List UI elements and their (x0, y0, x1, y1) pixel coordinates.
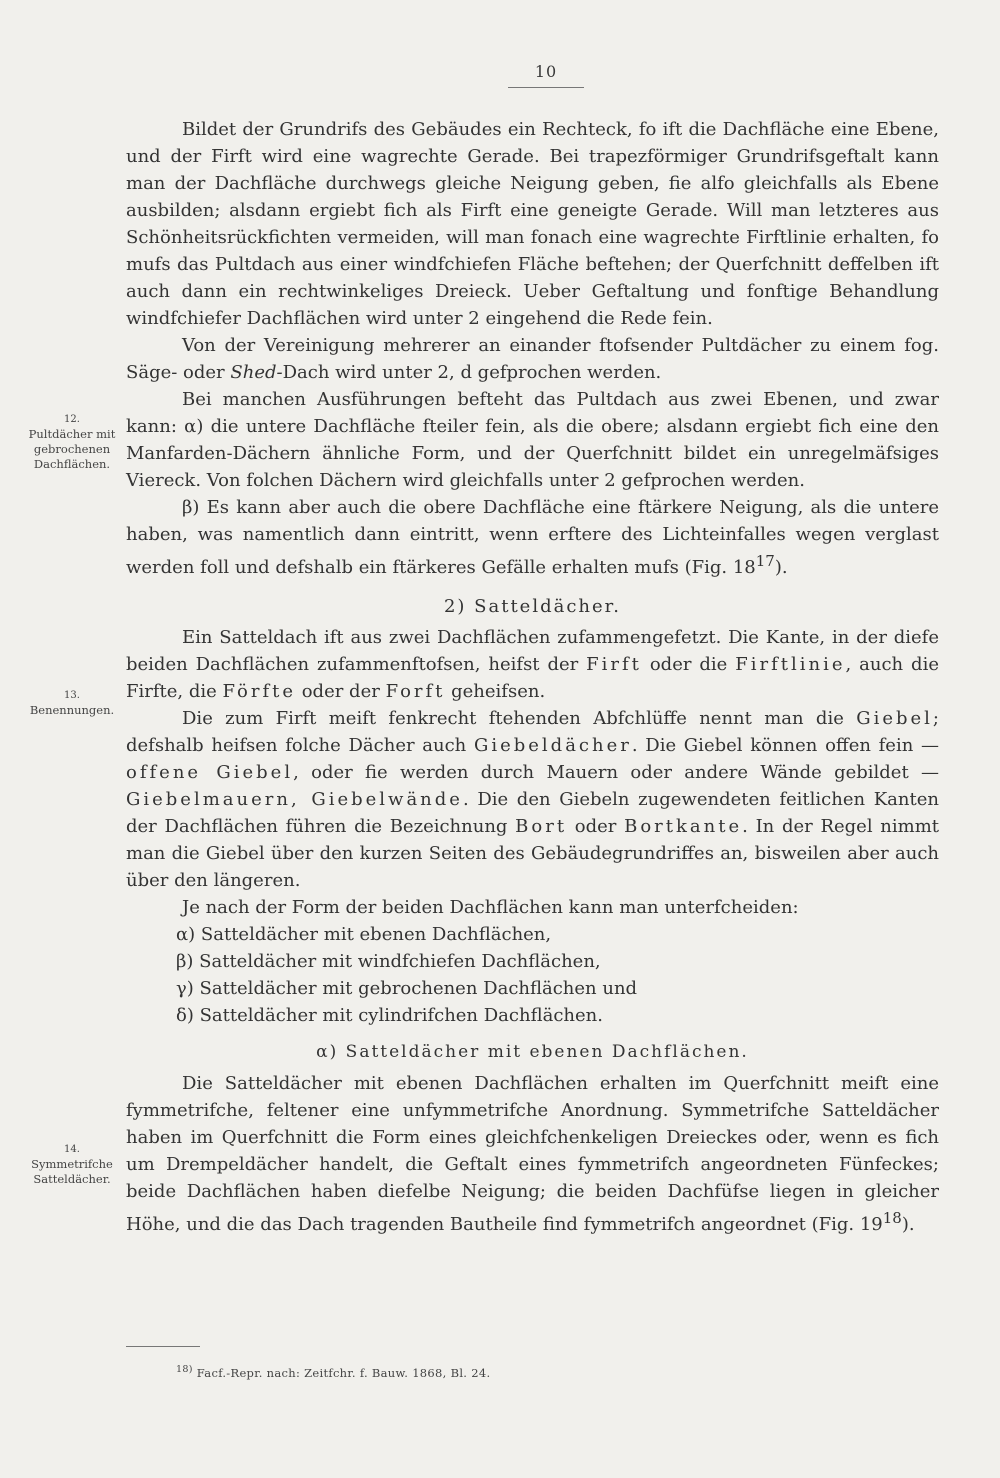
margin-note-14 (18, 1142, 126, 1187)
list-item: γ) Satteldächer mit gebrochenen Dachflächen und (176, 978, 638, 999)
list-item: β) Satteldächer mit windfchiefen Dachflächen, (176, 951, 601, 972)
margin-note-text: Benennungen. (29, 703, 115, 717)
text-run: , auch die Firfte, die (126, 654, 939, 702)
paragraph (126, 332, 939, 386)
spaced-term: Bortkante (624, 816, 743, 837)
page-number: 10 (508, 62, 584, 88)
text-run: ). (901, 1214, 915, 1235)
text-run: Von der Vereinigung mehrerer an einander ftofsender Pultdächer zu einem fog. Säge- oder (126, 335, 939, 383)
paragraph: Je nach der Form der beiden Dachflächen kann man unterfcheiden: (182, 897, 799, 918)
list-item: α) Satteldächer mit ebenen Dachflächen, (176, 924, 552, 945)
spaced-term: Firftlinie (735, 654, 846, 675)
text-run: β) Es kann aber auch die obere Dachfläche eine ftärkere Neigung, als die untere haben, was namentlich dann eintritt, wenn erftere des Lichteinfalles wegen verglast werden foll und defshalb ein ftärkeres Gefälle erhalten mufs (Fig. 18 (126, 497, 939, 578)
spaced-term: offene Giebel (126, 762, 294, 783)
spaced-term: Giebel (856, 708, 933, 729)
paragraph (126, 705, 939, 894)
body-text (126, 116, 939, 1238)
margin-note-12 (18, 412, 126, 472)
spaced-term: Forft (385, 681, 446, 702)
text-run: . Die Giebel können offen fein — (631, 735, 939, 756)
text-run: oder die (641, 654, 736, 675)
text-run: . In der Regel nimmt man die Giebel über den kurzen Seiten des Gebäudegrundriffes an, bisweilen aber auch über den längeren. (126, 816, 940, 891)
text-run: Ein Satteldach ift aus zwei Dachflächen zufammengefetzt. Die Kante, in der diefe beiden Dachflächen zufammenftofsen, heifst der (126, 627, 939, 675)
text-run: Die Satteldächer mit ebenen Dachflächen erhalten im Querfchnitt meift eine fymmetrifche, feltener eine unfymmetrifche Anordnung. Symmetrifche Satteldächer haben im Querfchnitt die Form eines gleichfchenkeligen Dreieckes oder, wenn es fich um Drempeldächer handelt, die Geftalt eines fymmetrifch angeordneten Fünfeckes; beide Dachflächen haben diefelbe Neigung; die beiden Dachfüfse liegen in gleicher Höhe, und die das Dach tragenden Bautheile find fymmetrifch angeordnet (Fig. 19 (126, 1073, 939, 1235)
paragraph (126, 624, 939, 705)
spaced-term: Firft (586, 654, 642, 675)
spaced-term: Giebeldächer (473, 735, 632, 756)
margin-note-text: Symmetrifche Satteldächer. (31, 1157, 113, 1186)
text-run: Die zum Firft meift fenkrecht ftehenden Abfchlüffe nennt man die (182, 708, 857, 729)
margin-note-number: 12. (64, 414, 80, 425)
footnote-marker: 18) (176, 1364, 193, 1375)
margin-note-13 (18, 688, 126, 718)
footnote-ref: 18 (882, 1209, 902, 1227)
text-run: . Die den Giebeln zugewendeten feitlichen Kanten der Dachflächen führen die Bezeichnung (126, 789, 939, 837)
spaced-term: Förfte (222, 681, 296, 702)
text-run: ). (774, 557, 788, 578)
footnote (176, 1364, 490, 1380)
text-run: Dach wird unter 2, d gefprochen werden. (282, 362, 662, 383)
spaced-term: Giebelmauern, Giebelwände (126, 789, 463, 810)
italic-term: Shed- (230, 362, 283, 383)
subsection-heading: α) Satteldächer mit ebenen Dachflächen. (316, 1042, 749, 1062)
footnote-ref: 17 (755, 552, 775, 570)
list-item: δ) Satteldächer mit cylindrifchen Dachflächen. (176, 1005, 603, 1026)
paragraph: Bildet der Grundrifs des Gebäudes ein Rechteck, fo ift die Dachfläche eine Ebene, und der Firft wird eine wagrechte Gerade. Bei trapezförmiger Grundrifsgeftalt kann man der Dachfläche durchwegs gleiche Neigung geben, fie alfo gleichfalls als Ebene ausbilden; alsdann ergiebt fich als Firft eine geneigte Gerade. Will man letzteres aus Schönheitsrückfichten vermeiden, will man fonach eine wagrechte Firftlinie erhalten, fo mufs das Pultdach aus einer windfchiefen Fläche beftehen; der Querfchnitt deffelben ift auch dann ein rechtwinkeliges Dreieck. Ueber Geftaltung und fonftige Behandlung windfchiefer Dachflächen wird unter 2 eingehend die Rede fein. (126, 119, 939, 329)
paragraph (126, 494, 939, 581)
text-run: geheifsen. (445, 681, 546, 702)
paragraph: Bei manchen Ausführungen befteht das Pultdach aus zwei Ebenen, und zwar kann: α) die untere Dachfläche fteiler fein, als die obere; alsdann ergiebt fich eine den Manfarden-Dächern ähnliche Form, und der Querfchnitt bildet ein unregelmäfsiges Viereck. Von folchen Dächern wird gleichfalls unter 2 gefprochen werden. (126, 389, 939, 491)
text-run: ; defshalb heifsen folche Dächer auch (126, 708, 939, 756)
text-run: , oder fie werden durch Mauern oder andere Wände gebildet — (293, 762, 940, 783)
section-heading: 2) Satteldächer. (443, 596, 622, 617)
margin-note-text: Pultdächer mit gebrochenen Dachflächen. (28, 427, 116, 471)
margin-note-number: 13. (64, 690, 80, 701)
margin-note-number: 14. (64, 1144, 80, 1155)
text-run: oder der (296, 681, 386, 702)
paragraph (126, 1070, 939, 1238)
footnote-text: Facf.-Repr. nach: Zeitfchr. f. Bauw. 1868, Bl. 24. (196, 1365, 491, 1380)
spaced-term: Bort (515, 816, 568, 837)
text-run: oder (567, 816, 625, 837)
footnote-divider (126, 1346, 200, 1347)
